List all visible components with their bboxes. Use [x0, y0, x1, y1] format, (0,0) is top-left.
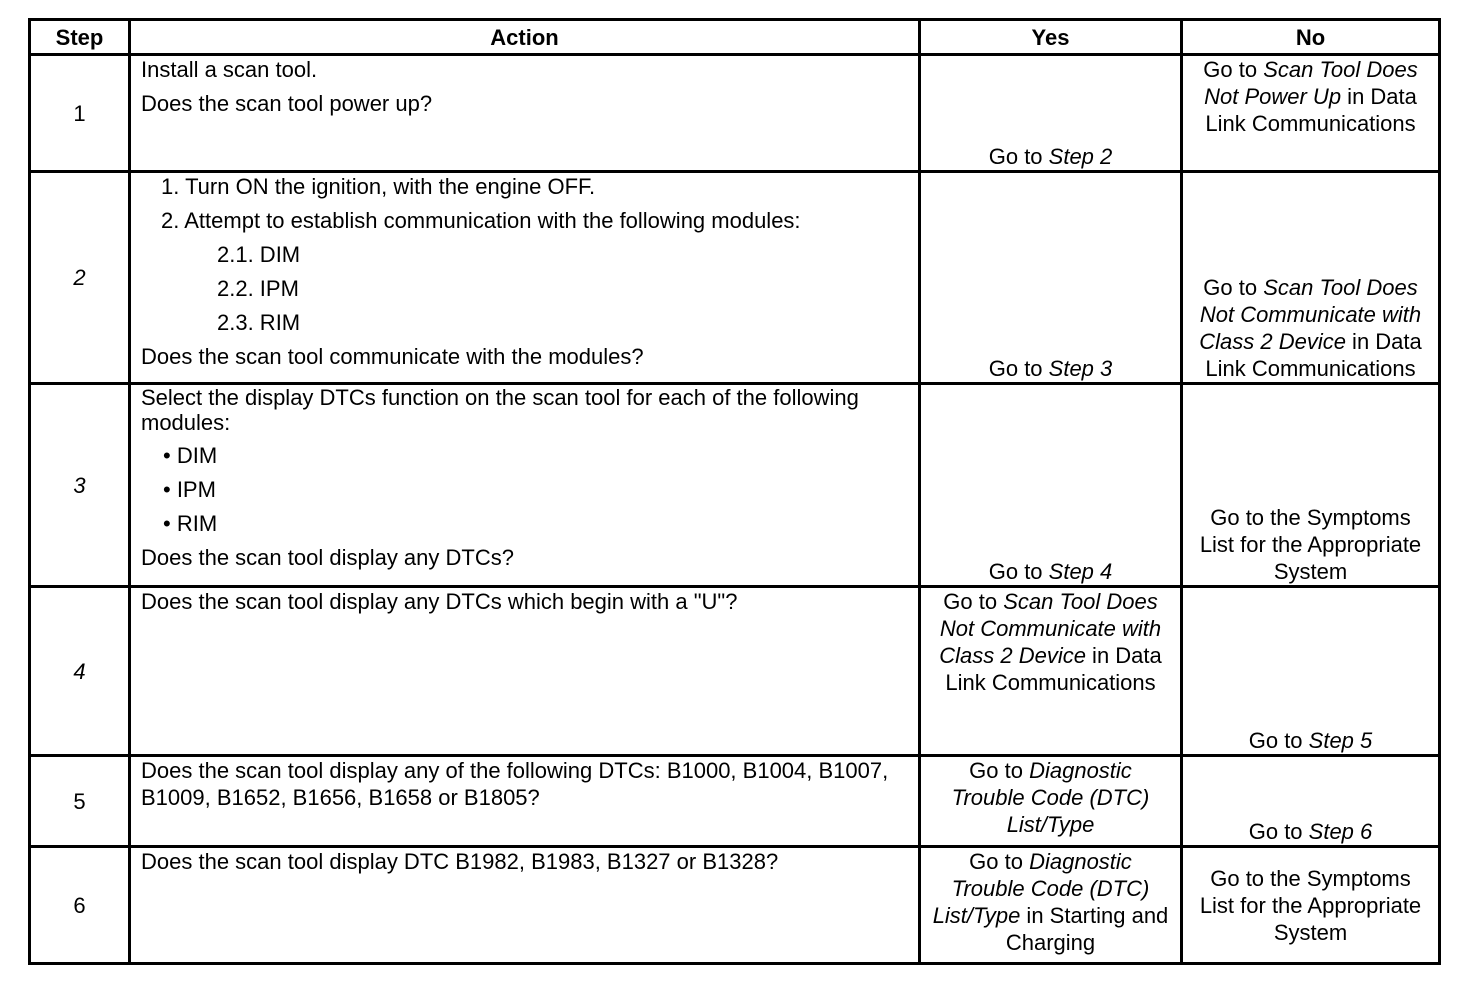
yes-prefix: Go to [969, 758, 1030, 783]
step-number: 6 [30, 847, 130, 964]
diagnostic-table [28, 18, 1441, 965]
yes-prefix: Go to [988, 356, 1049, 381]
action-question: Does the scan tool communicate with the modules? [141, 344, 644, 369]
yes-cell [920, 55, 1182, 172]
step-number: 5 [30, 756, 130, 847]
yes-prefix: Go to [969, 849, 1030, 874]
step-number: 3 [30, 384, 130, 587]
no-link[interactable]: Scan Tool Does Not Communicate with Class 2 Device [1199, 275, 1422, 354]
header-yes: Yes [920, 20, 1182, 55]
no-cell [1182, 756, 1440, 847]
action-line: Select the display DTCs function on the scan tool for each of the following modules: [141, 385, 859, 435]
no-link[interactable]: Step 5 [1308, 728, 1373, 753]
step-number: 1 [30, 55, 130, 172]
no-link[interactable]: Step 6 [1308, 819, 1373, 844]
no-suffix: in Data Link Communications [1205, 329, 1422, 381]
yes-link[interactable]: Step 3 [1048, 356, 1113, 381]
table-row-step-1 [30, 55, 1440, 172]
action-subitem: 2.2. IPM [217, 276, 299, 301]
step-number: 4 [30, 587, 130, 756]
no-text: Go to the Symptoms List for the Appropriate System [1199, 865, 1422, 945]
yes-link[interactable]: Diagnostic Trouble Code (DTC) List/Type [951, 758, 1150, 837]
action-bullet: • IPM [163, 477, 216, 502]
no-text: Go to the Symptoms List for the Appropriate System [1199, 505, 1422, 584]
table-row-step-6 [30, 847, 1440, 964]
action-cell [130, 847, 920, 964]
action-bullet: • DIM [163, 443, 218, 468]
header-action: Action [130, 20, 920, 55]
table-row-step-2 [30, 172, 1440, 384]
yes-suffix: in Starting and Charging [1005, 903, 1169, 955]
action-question: Does the scan tool power up? [141, 91, 433, 116]
action-subitem: 2.1. DIM [217, 242, 301, 267]
no-cell [1182, 587, 1440, 756]
no-suffix: in Data Link Communications [1205, 84, 1417, 136]
no-prefix: Go to [1203, 57, 1264, 82]
no-prefix: Go to [1248, 819, 1309, 844]
yes-cell [920, 587, 1182, 756]
yes-link[interactable]: Step 4 [1048, 559, 1113, 584]
action-cell [130, 756, 920, 847]
no-cell [1182, 847, 1440, 964]
action-cell [130, 384, 920, 587]
yes-suffix: in Data Link Communications [945, 643, 1162, 695]
action-bullet: • RIM [163, 511, 218, 536]
action-cell [130, 172, 920, 384]
action-item: 2. Attempt to establish communication with the following modules: [161, 208, 801, 233]
yes-link[interactable]: Step 2 [1048, 144, 1113, 169]
no-cell [1182, 55, 1440, 172]
step-number: 2 [30, 172, 130, 384]
yes-link[interactable]: Scan Tool Does Not Communicate with Class 2 Device [939, 589, 1162, 668]
header-step: Step [30, 20, 130, 55]
action-cell [130, 55, 920, 172]
action-question: Does the scan tool display DTC B1982, B1983, B1327 or B1328? [141, 849, 779, 874]
yes-cell [920, 756, 1182, 847]
action-line: Install a scan tool. [141, 57, 318, 82]
yes-prefix: Go to [988, 559, 1049, 584]
table-row-step-3 [30, 384, 1440, 587]
yes-link[interactable]: Diagnostic Trouble Code (DTC) List/Type [932, 849, 1150, 928]
action-subitem: 2.3. RIM [217, 310, 301, 335]
yes-cell [920, 172, 1182, 384]
action-question: Does the scan tool display any DTCs? [141, 545, 514, 570]
yes-prefix: Go to [988, 144, 1049, 169]
header-row [30, 20, 1440, 55]
no-prefix: Go to [1203, 275, 1264, 300]
header-no: No [1182, 20, 1440, 55]
action-question: Does the scan tool display any DTCs which begin with a "U"? [141, 589, 738, 614]
no-cell [1182, 172, 1440, 384]
no-link[interactable]: Scan Tool Does Not Power Up [1204, 57, 1418, 109]
no-prefix: Go to [1248, 728, 1309, 753]
table-row-step-5 [30, 756, 1440, 847]
yes-cell [920, 847, 1182, 964]
yes-cell [920, 384, 1182, 587]
no-cell [1182, 384, 1440, 587]
action-question: Does the scan tool display any of the following DTCs: B1000, B1004, B1007, B1009, B1652, B1656, B1658 or B1805? [141, 758, 889, 810]
yes-prefix: Go to [943, 589, 1004, 614]
action-item: 1. Turn ON the ignition, with the engine OFF. [161, 174, 596, 199]
table-row-step-4 [30, 587, 1440, 756]
action-cell [130, 587, 920, 756]
